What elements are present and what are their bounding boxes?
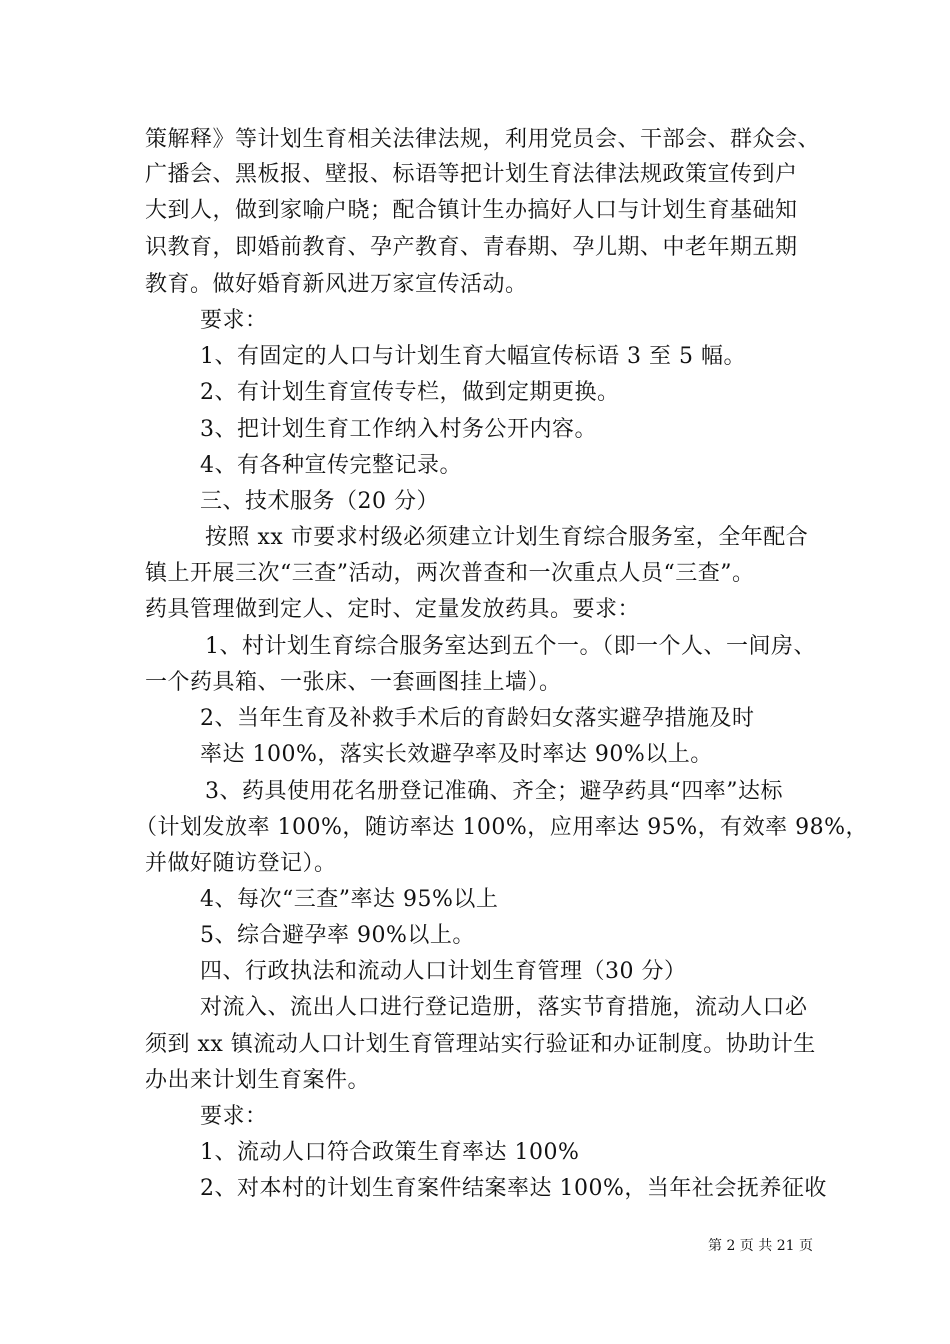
text-line: 大到人，做到家喻户晓；配合镇计生办搞好人口与计划生育基础知	[145, 198, 798, 223]
text-line: 5、综合避孕率 90%以上。	[200, 923, 475, 948]
text-line: 须到 xx 镇流动人口计划生育管理站实行验证和办证制度。协助计生	[145, 1032, 816, 1057]
text-line: 一个药具箱、一张床、一套画图挂上墙）。	[145, 670, 562, 695]
text-line: 要求：	[200, 1104, 268, 1129]
text-line: 2、对本村的计划生育案件结案率达 100%，当年社会抚养征收	[200, 1176, 827, 1201]
text-line: 广播会、黑板报、壁报、标语等把计划生育法律法规政策宣传到户	[145, 162, 798, 187]
text-line: 办出来计划生育案件。	[145, 1068, 371, 1093]
text-line: 2、当年生育及补救手术后的育龄妇女落实避孕措施及时	[200, 706, 755, 731]
text-line: 药具管理做到定人、定时、定量发放药具。要求：	[145, 597, 641, 622]
text-line: 策解释》等计划生育相关法律法规，利用党员会、干部会、群众会、	[145, 127, 821, 152]
section-heading: 三、技术服务（20 分）	[200, 489, 439, 514]
text-line: （计划发放率 100%，随访率达 100%，应用率达 95%，有效率 98%，	[135, 815, 869, 840]
text-line: 按照 xx 市要求村级必须建立计划生育综合服务室，全年配合	[205, 525, 809, 550]
text-line: 4、每次“三查”率达 95%以上	[200, 887, 499, 912]
page-number: 第 2 页 共 21 页	[708, 1238, 813, 1254]
text-line: 并做好随访登记）。	[145, 851, 337, 876]
text-line: 镇上开展三次“三查”活动，两次普查和一次重点人员“三查”。	[145, 561, 755, 586]
text-line: 3、把计划生育工作纳入村务公开内容。	[200, 417, 597, 442]
text-line: 2、有计划生育宣传专栏，做到定期更换。	[200, 380, 620, 405]
text-line: 对流入、流出人口进行登记造册，落实节育措施，流动人口必	[200, 995, 808, 1020]
text-line: 1、流动人口符合政策生育率达 100%	[200, 1140, 580, 1165]
text-line: 3、药具使用花名册登记准确、齐全；避孕药具“四率”达标	[205, 779, 783, 804]
text-line: 1、有固定的人口与计划生育大幅宣传标语 3 至 5 幅。	[200, 344, 746, 369]
text-line: 识教育，即婚前教育、孕产教育、青春期、孕儿期、中老年期五期	[145, 235, 798, 260]
text-line: 率达 100%，落实长效避孕率及时率达 90%以上。	[200, 742, 713, 767]
text-line: 4、有各种宣传完整记录。	[200, 453, 462, 478]
text-line: 教育。做好婚育新风进万家宣传活动。	[145, 272, 528, 297]
text-line: 要求：	[200, 308, 268, 333]
section-heading: 四、行政执法和流动人口计划生育管理（30 分）	[200, 959, 687, 984]
text-line: 1、村计划生育综合服务室达到五个一。（即一个人、一间房、	[205, 634, 816, 659]
